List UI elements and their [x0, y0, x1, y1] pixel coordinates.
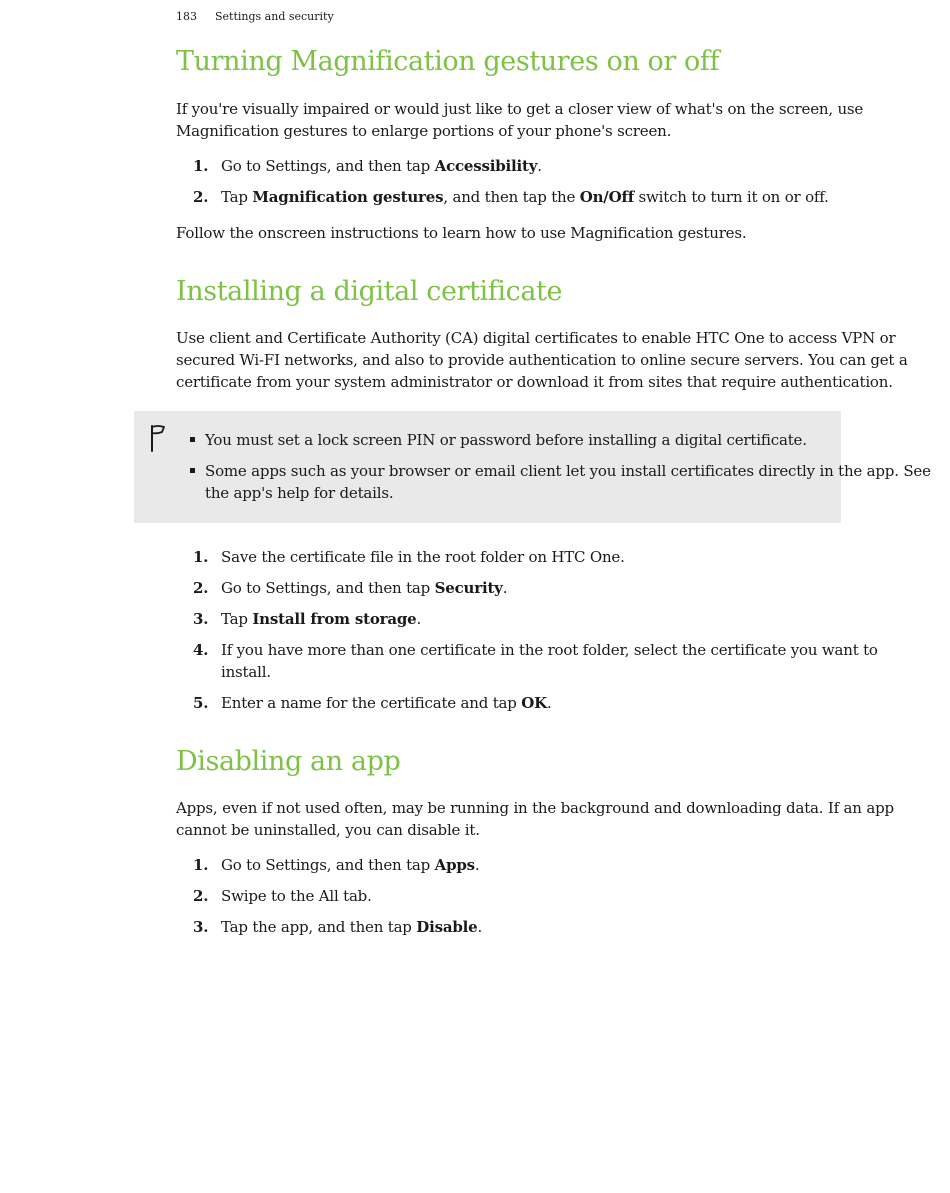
- step-item: 2. Tap Magnification gestures, and then tap the On/Off switch to turn it on or off.: [193, 188, 829, 206]
- running-header: Settings and security: [215, 10, 334, 23]
- section3-intro: Apps, even if not used often, may be running in the background and downloading data. If an app cannot be uninstalled, you can disable it.: [176, 799, 894, 839]
- section-title-certificate: Installing a digital certificate: [176, 276, 563, 307]
- section1-intro: If you're visually impaired or would just like to get a closer view of what's on the screen, use Magnification gestures to enlarge portions of your phone's screen.: [176, 100, 864, 140]
- step-item: 2. Go to Settings, and then tap Security.: [193, 579, 508, 597]
- page-number: 183: [176, 10, 197, 23]
- bullet-marker: [190, 437, 195, 442]
- section-title-disabling: Disabling an app: [176, 746, 401, 777]
- step-item: 2. Swipe to the All tab.: [193, 887, 372, 905]
- step-item: 4. If you have more than one certificate in the root folder, select the certificate you want to install.: [193, 641, 878, 681]
- step-item: 3. Tap Install from storage.: [193, 610, 422, 628]
- step-item: 5. Enter a name for the certificate and tap OK.: [193, 694, 552, 712]
- step-item: 1. Go to Settings, and then tap Accessibility.: [193, 157, 542, 175]
- flag-icon: [148, 423, 168, 453]
- section1-outro: Follow the onscreen instructions to learn how to use Magnification gestures.: [176, 224, 747, 242]
- section2-intro: Use client and Certificate Authority (CA) digital certificates to enable HTC One to access VPN or secured Wi-FI networks, and also to provide authentication to online secure servers. You can get a certificate from your system administrator or download it from sites that require authentication.: [176, 329, 908, 391]
- step-item: 3. Tap the app, and then tap Disable.: [193, 918, 483, 936]
- step-item: 1. Save the certificate file in the root folder on HTC One.: [193, 548, 625, 566]
- step-item: 1. Go to Settings, and then tap Apps.: [193, 856, 480, 874]
- bullet-marker: [190, 468, 195, 473]
- section-title-magnification: Turning Magnification gestures on or off: [176, 46, 720, 77]
